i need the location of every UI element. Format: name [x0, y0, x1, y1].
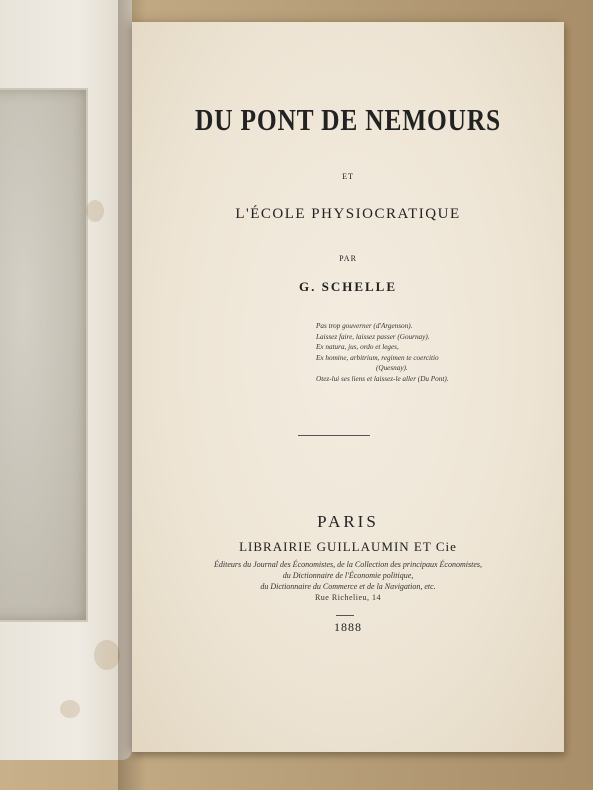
publication-year: 1888: [334, 620, 362, 634]
epigraph-line: Pas trop gouverner (d'Argenson).: [316, 322, 413, 330]
foxing-spot: [94, 640, 120, 670]
author-name: G. SCHELLE: [298, 279, 398, 294]
epigraph-line: Ex natura, jus, ordo et leges,: [316, 343, 399, 351]
book-subtitle: L'ÉCOLE PHYSIOCRATIQUE: [235, 206, 461, 222]
left-page-frontispiece: [0, 0, 132, 760]
imprint-line: Éditeurs du Journal des Économistes, de la Collection des principaux Économistes,: [214, 560, 482, 569]
short-divider: [336, 615, 354, 616]
imprint-line: Rue Richelieu, 14: [314, 593, 382, 602]
epigraph-line: Laissez faire, laissez passer (Gournay).: [316, 332, 430, 341]
publisher-imprint: [132, 559, 564, 603]
foxing-spot: [86, 200, 104, 222]
publication-city: PARIS: [317, 512, 379, 531]
by-label: PAR: [339, 254, 357, 263]
conjunction: ET: [342, 172, 354, 181]
title-page: [132, 22, 564, 752]
foxing-spot: [60, 700, 80, 718]
epigraph-line: Ex homine, arbitrium, regimen te coercitio: [316, 353, 439, 362]
divider-rule: [298, 435, 370, 436]
pencil-marks: [251, 49, 582, 102]
imprint-line: du Dictionnaire du Commerce et de la Navigation, etc.: [260, 582, 436, 591]
book-title: DU PONT DE NEMOURS: [195, 102, 501, 137]
epigraph: [316, 321, 516, 384]
publisher-name: LIBRAIRIE GUILLAUMIN ET Cie: [239, 539, 457, 554]
epigraph-line: Otez-lui ses liens et laissez-le aller (Du Pont).: [316, 374, 449, 383]
engraved-plate: [0, 88, 88, 622]
epigraph-line: (Quesnay).: [376, 364, 408, 372]
imprint-line: du Dictionnaire de l'Économie politique,: [282, 571, 414, 580]
